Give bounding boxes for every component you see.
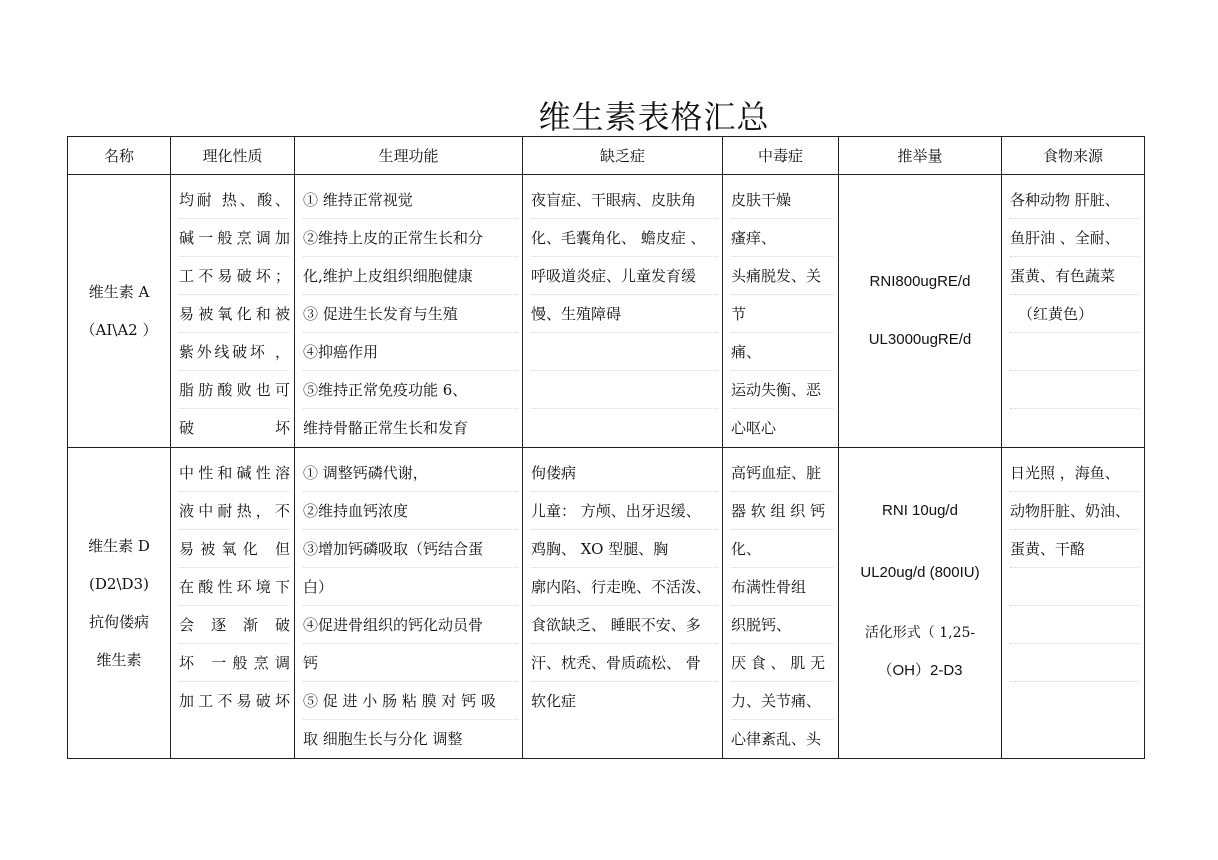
- cell-dosage: [839, 448, 1002, 759]
- text-line: ②维持血钙浓度: [303, 492, 518, 530]
- cell-sources: [1002, 448, 1145, 759]
- cell-dosage: [839, 175, 1002, 448]
- text-line: 器 软 组 织 钙: [731, 492, 834, 530]
- text-line: ④抑癌作用: [303, 333, 518, 371]
- text-line: （红黄色）: [1010, 295, 1140, 333]
- text-line: 鱼肝油 、全耐、: [1010, 219, 1140, 257]
- text-line: 汗、枕秃、骨质疏松、 骨: [531, 644, 718, 682]
- name-line: (D2\D3): [89, 575, 149, 593]
- text-line: 钙: [303, 644, 518, 682]
- text-line: 在酸性环境下: [179, 568, 290, 606]
- text-line: ① 调整钙磷代谢，: [303, 454, 518, 492]
- cell-deficiency: [523, 448, 723, 759]
- cell-name: [68, 175, 171, 448]
- text-line: 呼吸道炎症、儿童发育缓: [531, 257, 718, 295]
- text-line: 厌 食 、 肌 无: [731, 644, 834, 682]
- cell-properties: [171, 175, 295, 448]
- text-line: 工不易破坏；: [179, 257, 290, 295]
- text-line: 头痛脱发、关: [731, 257, 834, 295]
- text-line: 心律紊乱、头: [731, 730, 822, 748]
- text-line: ③ 促进生长发育与生殖: [303, 295, 518, 333]
- table-row: [68, 448, 1145, 759]
- dosage-line: 活化形式（ 1,25-: [864, 625, 976, 641]
- text-line: 会 逐 渐 破: [179, 606, 290, 644]
- text-line: ① 维持正常视觉: [303, 181, 518, 219]
- text-line: 廓内陷、行走晚、不活泼、: [531, 568, 718, 606]
- table-header-row: [68, 137, 1145, 175]
- header-toxicity: 中毒症: [723, 137, 839, 175]
- text-line: 儿童： 方颅、出牙迟缓、: [531, 492, 718, 530]
- vitamin-table-container: [67, 136, 1144, 748]
- cell-toxicity: [723, 448, 839, 759]
- text-line: 取 细胞生长与分化 调整: [303, 730, 463, 748]
- text-line: 脂肪酸败也可: [179, 371, 290, 409]
- name-line: 维生素: [96, 651, 142, 669]
- text-line: 化、: [731, 530, 834, 568]
- text-line: 瘙痒、: [731, 219, 834, 257]
- dosage-line: UL20ug/d (800IU): [860, 564, 980, 581]
- dosage-line: RNI 10ug/d: [882, 502, 958, 519]
- text-line: ②维持上皮的正常生长和分: [303, 219, 518, 257]
- cell-name: [68, 448, 171, 759]
- text-line: 化、毛囊角化、 蟾皮症 、: [531, 219, 718, 257]
- header-functions: 生理功能: [295, 137, 523, 175]
- page-title: 维生素表格汇总: [538, 98, 770, 136]
- text-line: 织脱钙、: [731, 606, 834, 644]
- text-line: 蛋黄、有色蔬菜: [1010, 257, 1140, 295]
- text-line: 心呕心: [731, 419, 777, 437]
- text-line: 易被氧化和被: [179, 295, 290, 333]
- text-line: ③增加钙磷吸取（钙结合蛋: [303, 530, 518, 568]
- name-line: 维生素 A: [88, 283, 150, 301]
- text-line: 布满性骨组: [731, 568, 834, 606]
- text-line: 紫外线破坏 ，: [179, 333, 290, 371]
- cell-functions: [295, 175, 523, 448]
- text-line: 慢、生殖障碍: [531, 295, 718, 333]
- vitamin-table: [67, 136, 1145, 759]
- dosage-line: RNI800ugRE/d: [869, 273, 971, 290]
- text-line: 痛、: [731, 333, 834, 371]
- text-line: 运动失衡、恶: [731, 371, 834, 409]
- cell-properties: [171, 448, 295, 759]
- text-line: ⑤维持正常免疫功能 6、: [303, 371, 518, 409]
- text-line: 易被氧化 但: [179, 530, 290, 568]
- text-line: 鸡胸、 XO 型腿、胸: [531, 530, 718, 568]
- text-line: 碱一般烹调加: [179, 219, 290, 257]
- cell-functions: [295, 448, 523, 759]
- text-line: 维持骨骼正常生长和发育: [303, 419, 469, 437]
- dosage-line: （OH）2-D3: [877, 662, 963, 679]
- text-line: ⑤ 促 进 小 肠 粘 膜 对 钙 吸: [303, 682, 518, 720]
- cell-sources: [1002, 175, 1145, 448]
- name-line: （AI\A2 ）: [80, 321, 158, 339]
- header-sources: 食物来源: [1002, 137, 1145, 175]
- cell-toxicity: [723, 175, 839, 448]
- text-line: 动物肝脏、奶油、: [1010, 492, 1140, 530]
- text-line: 均耐 热、酸、: [179, 181, 290, 219]
- text-line: 白）: [303, 568, 518, 606]
- text-line: 中性和碱性溶: [179, 454, 290, 492]
- table-row: [68, 175, 1145, 448]
- dosage-line: UL3000ugRE/d: [868, 331, 972, 348]
- text-line: 力、关节痛、: [731, 682, 834, 720]
- text-line: 加工不易破坏: [179, 692, 290, 710]
- name-line: 维生素 D: [88, 537, 150, 555]
- name-line: 抗佝偻病: [88, 613, 149, 631]
- text-line: 食欲缺乏、 睡眠不安、多: [531, 606, 718, 644]
- text-line: 各种动物 肝脏、: [1010, 181, 1140, 219]
- text-line: 软化症: [531, 692, 577, 710]
- text-line: 蛋黄、干酪: [1010, 530, 1140, 568]
- header-dosage: 推举量: [839, 137, 1002, 175]
- text-line: 破坏: [179, 419, 290, 437]
- text-line: 液中耐热，不: [179, 492, 290, 530]
- text-line: 坏 一般烹调: [179, 644, 290, 682]
- text-line: ④促进骨组织的钙化动员骨: [303, 606, 518, 644]
- text-line: 节: [731, 295, 834, 333]
- header-properties: 理化性质: [171, 137, 295, 175]
- text-line: 佝偻病: [531, 454, 718, 492]
- header-deficiency: 缺乏症: [523, 137, 723, 175]
- text-line: 夜盲症、干眼病、皮肤角: [531, 181, 718, 219]
- header-name: 名称: [68, 137, 171, 175]
- text-line: 日光照 ，海鱼、: [1010, 454, 1140, 492]
- text-line: 化,维护上皮组织细胞健康: [303, 257, 518, 295]
- text-line: 皮肤干燥: [731, 181, 834, 219]
- cell-deficiency: [523, 175, 723, 448]
- text-line: 高钙血症、脏: [731, 454, 834, 492]
